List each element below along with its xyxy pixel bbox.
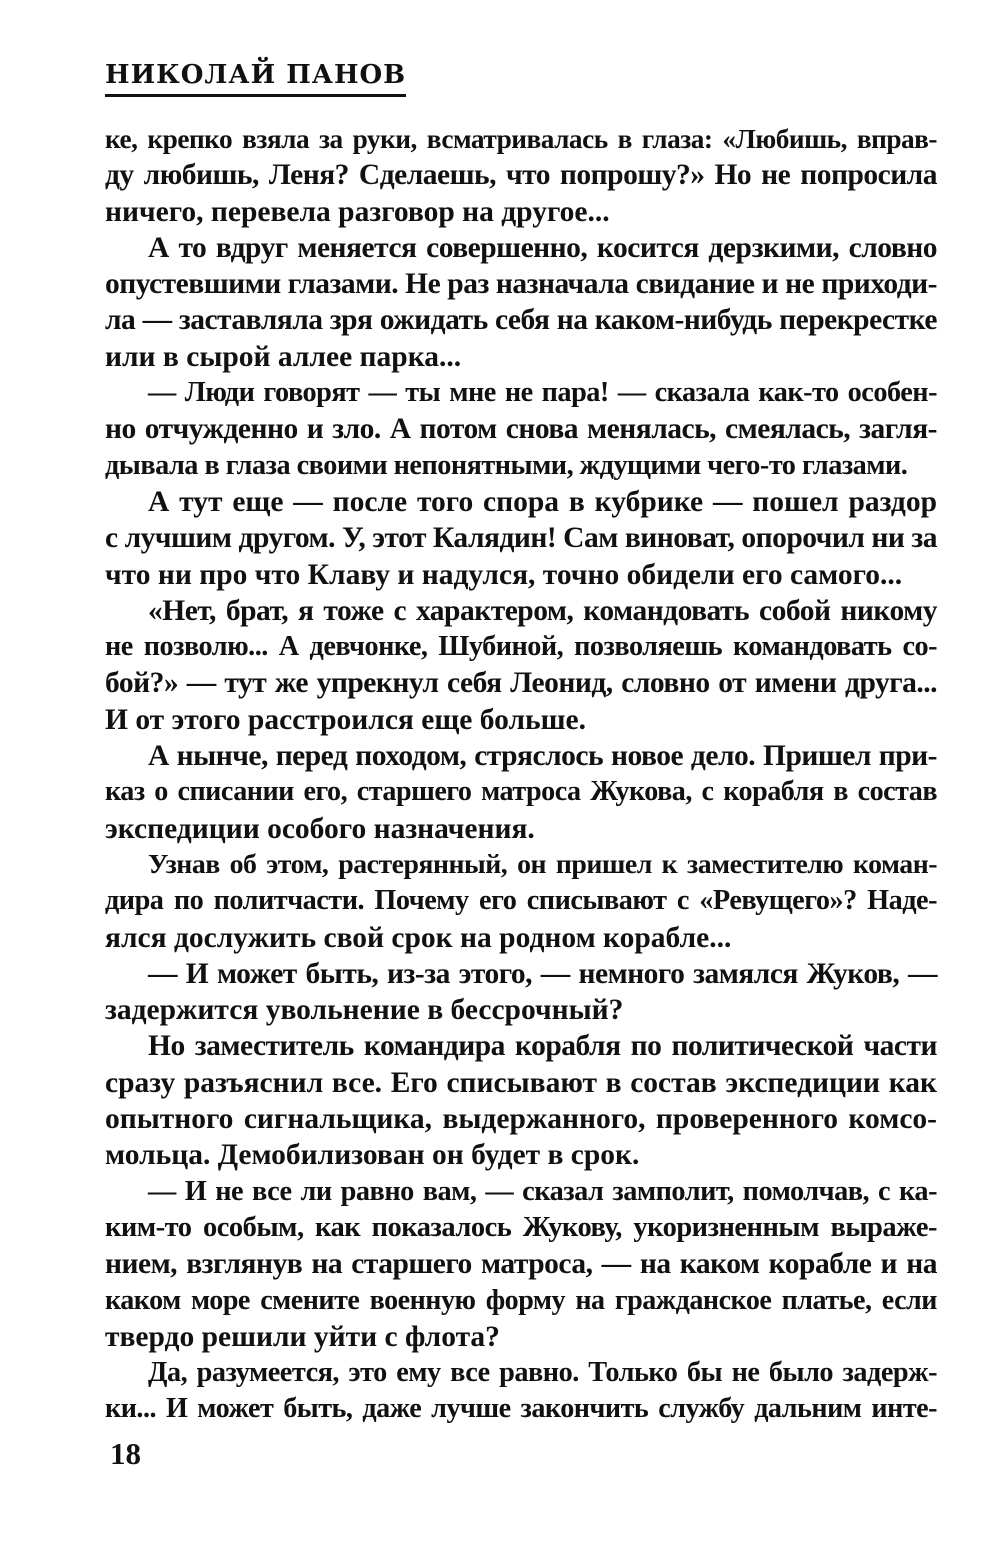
paragraph (105, 1028, 937, 1173)
text-line: бой?» — тут же упрекнул себя Леонид, словно от имени друга... (105, 667, 937, 700)
text-line: — И не все ли равно вам, — сказал замполит, помолчав, с ка- (148, 1175, 937, 1207)
text-line: ялся дослужить свой срок на родном корабле... (105, 921, 732, 954)
text-line: опустевшими глазами. Не раз назначала свидание и не приходи- (105, 268, 937, 301)
text-line: Узнав об этом, растерянный, он пришел к заместителю коман- (148, 848, 937, 880)
text-line: ке, крепко взяла за руки, всматривалась в глаза: «Любишь, вправ- (105, 124, 937, 154)
text-line: что ни про что Клаву и надулся, точно обидели его самого... (105, 558, 903, 591)
text-line: ки... И может быть, даже лучше закончить службу дальним инте- (105, 1393, 937, 1425)
text-line: задержится увольнение в бессрочный? (105, 994, 624, 1027)
text-line: каком море смените военную форму на гражданское платье, если (105, 1284, 937, 1316)
text-line: ким-то особым, как показалось Жукову, укоризненным выраже- (105, 1211, 937, 1243)
text-line: опытного сигнальщика, выдержанного, проверенного комсо- (105, 1103, 937, 1136)
page-number: 18 (110, 1436, 141, 1471)
running-head: НИКОЛАЙ ПАНОВ (105, 60, 406, 97)
text-line: экспедиции особого назначения. (105, 812, 535, 845)
text-line: но отчужденно и зло. А потом снова менялась, смеялась, загля- (105, 413, 937, 446)
text-line: А тут еще — после того спора в кубрике — пошел раздор (148, 485, 937, 518)
text-line: А то вдруг меняется совершенно, косится дерзкими, словно (148, 231, 937, 264)
text-line: нием, взглянув на старшего матроса, — на каком корабле и на (105, 1248, 937, 1281)
text-line: Да, разумеется, это ему все равно. Только бы не было задерж- (148, 1357, 937, 1389)
text-line: твердо решили уйти с флота? (105, 1320, 500, 1353)
text-line: дывала в глаза своими непонятными, ждущими чего-то глазами. (105, 449, 908, 481)
text-line: каз о списании его, старшего матроса Жукова, с корабля в состав (105, 776, 937, 808)
text-line: мольца. Демобилизован он будет в срок. (105, 1139, 640, 1172)
paragraph (105, 847, 937, 956)
text-line: — И может быть, из-за этого, — немного замялся Жуков, — (148, 957, 937, 990)
paragraph (105, 375, 937, 484)
paragraph (105, 738, 937, 847)
text-line: или в сырой аллее парка... (105, 340, 462, 373)
paragraph (105, 1174, 937, 1355)
text-line: ла — заставляла зря ожидать себя на каком-нибудь перекрестке (105, 304, 937, 337)
text-line: А нынче, перед походом, стряслось новое дело. Пришел при- (148, 740, 937, 773)
paragraph (105, 956, 937, 1029)
text-line: ду любишь, Леня? Сделаешь, что попрошу?» Но не попросила (105, 159, 937, 192)
text-line: Но заместитель командира корабля по политической части (148, 1030, 937, 1063)
paragraph (105, 230, 937, 375)
paragraph (105, 593, 937, 738)
text-line: не позволю... А девчонке, Шубиной, позволяешь командовать со- (105, 631, 937, 663)
text-line: ничего, перевела разговор на другое... (105, 195, 610, 228)
text-line: — Люди говорят — ты мне не пара! — сказала как-то особен- (148, 377, 937, 409)
text-line: дира по политчасти. Почему его списывают с «Ревущего»? Наде- (105, 885, 937, 917)
text-line: И от этого расстроился еще больше. (105, 703, 586, 736)
body-text (105, 121, 937, 1428)
text-line: сразу разъяснил все. Его списывают в состав экспедиции как (105, 1066, 937, 1099)
paragraph (105, 1355, 937, 1428)
text-line: «Нет, брат, я тоже с характером, командовать собой никому (148, 594, 937, 627)
paragraph (105, 121, 937, 230)
paragraph (105, 484, 937, 593)
text-line: с лучшим другом. У, этот Калядин! Сам виноват, опорочил ни за (105, 522, 937, 555)
